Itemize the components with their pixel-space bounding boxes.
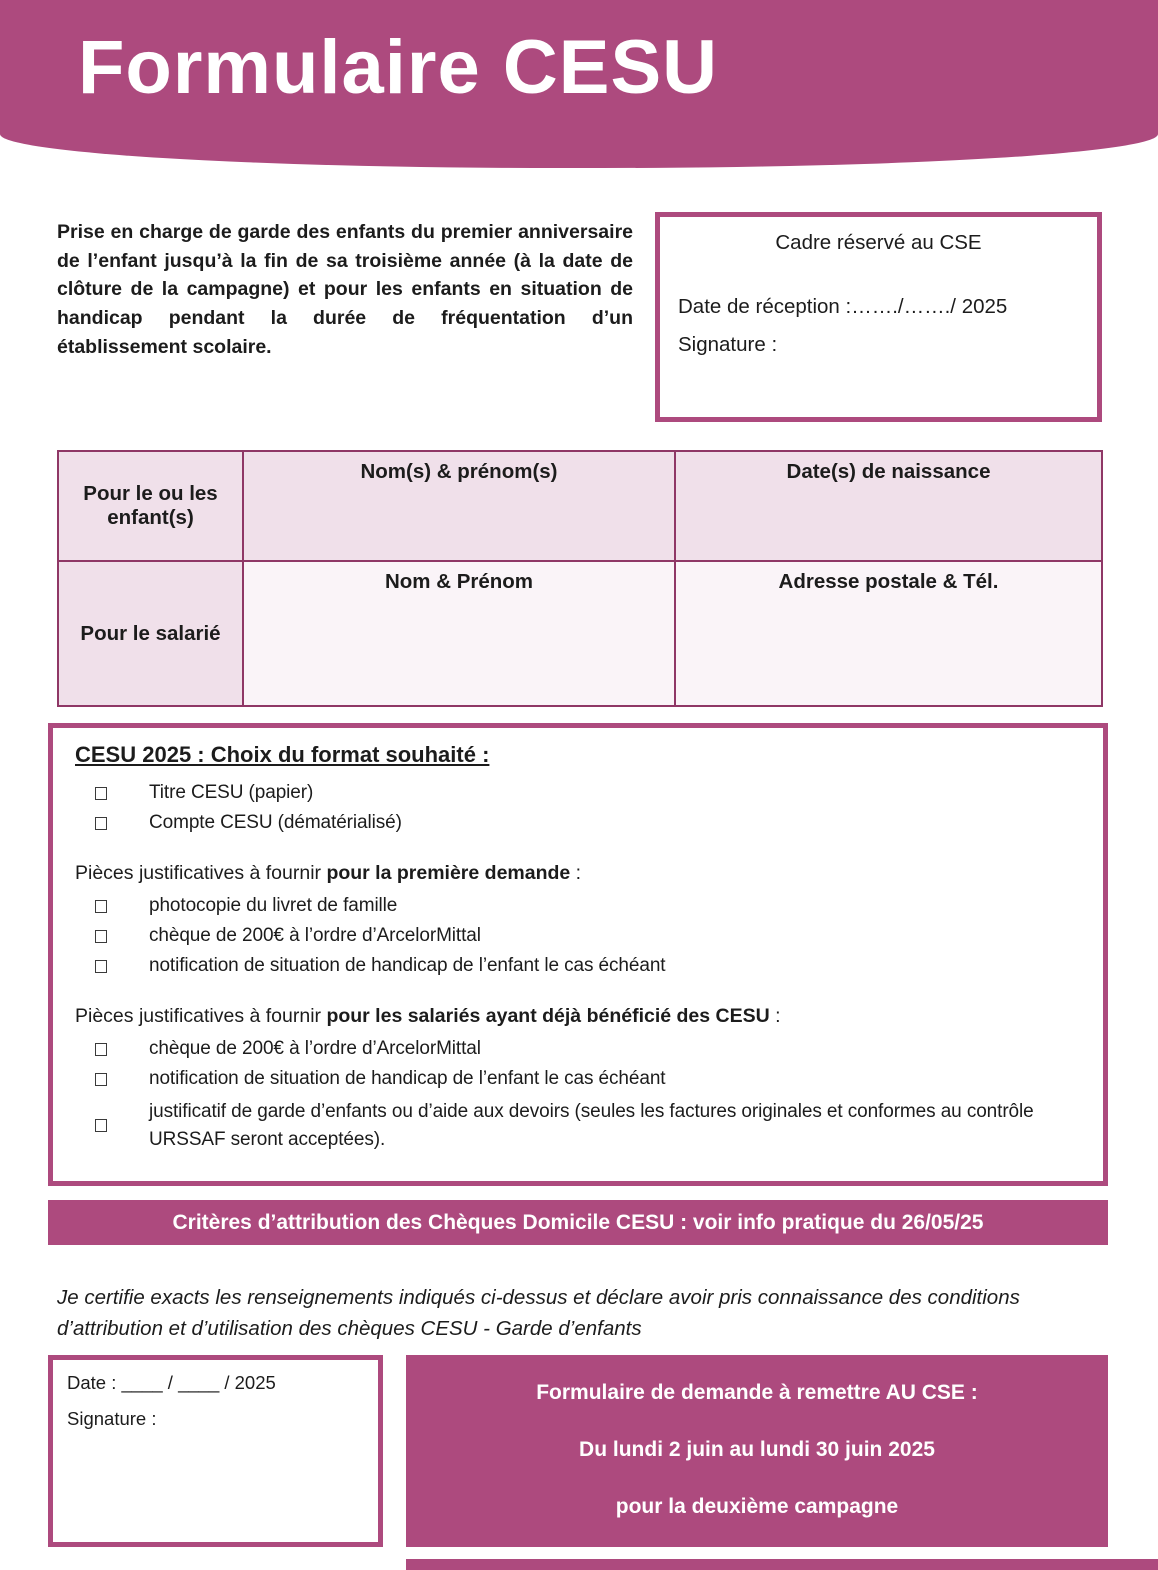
format-choice-box [48, 723, 1108, 1186]
checkbox-icon[interactable] [95, 1119, 107, 1132]
date-signature-box [48, 1355, 383, 1547]
docs-intro-text: Pièces justificatives à fournir [75, 862, 327, 884]
signature-label: Signature : [67, 1408, 157, 1429]
table-row-children [58, 451, 1102, 561]
doc-item-cheque[interactable] [75, 925, 1081, 947]
table-header-names: Nom(s) & prénom(s) [243, 451, 675, 561]
table-header-address-phone: Adresse postale & Tél. [675, 561, 1102, 706]
table-cell-children-label: Pour le ou les enfant(s) [58, 451, 243, 561]
checkbox-icon[interactable] [95, 817, 107, 830]
doc-item-cheque-repeat[interactable] [75, 1038, 1081, 1060]
docs-intro-colon: : [570, 862, 582, 884]
page-title: Formulaire CESU [78, 25, 719, 110]
docs-intro-colon: : [769, 1005, 781, 1027]
doc-item-label: notification de situation de handicap de l’enfant le cas échéant [149, 1068, 666, 1089]
beneficiary-table [57, 450, 1103, 707]
submission-line-1: Formulaire de demande à remettre AU CSE : [536, 1381, 978, 1404]
header-band [0, 0, 1158, 168]
intro-paragraph: Prise en charge de garde des enfants du premier anniversaire de l’enfant jusqu’à la fin de sa troisième année (à la date de clôture de la campagne) et pour les enfants en situation de handicap pendant la durée de fréquentation d’un établissement scolaire. [57, 221, 633, 358]
checkbox-icon[interactable] [95, 1043, 107, 1056]
table-header-employee-name: Nom & Prénom [243, 561, 675, 706]
doc-item-handicap-notice[interactable] [75, 955, 1081, 977]
docs-intro-bold: pour les salariés ayant déjà bénéficié des CESU [326, 1005, 770, 1027]
criteria-banner: Critères d’attribution des Chèques Domicile CESU : voir info pratique du 26/05/25 [48, 1200, 1108, 1245]
cse-box-title: Cadre réservé au CSE [775, 231, 982, 254]
doc-item-handicap-notice-repeat[interactable] [75, 1068, 1081, 1090]
format-option-label: Titre CESU (papier) [149, 782, 314, 803]
doc-item-label: chèque de 200€ à l’ordre d’ArcelorMittal [149, 925, 481, 946]
docs-intro-bold: pour la première demande [326, 862, 571, 884]
reception-date-line: Date de réception :……./……./ 2025 [678, 295, 1008, 318]
submission-line-3: pour la deuxième campagne [615, 1495, 899, 1518]
submission-box [406, 1355, 1108, 1547]
format-option-dematerialized[interactable] [75, 812, 1081, 834]
submission-line-2: Du lundi 2 juin au lundi 30 juin 2025 [579, 1438, 935, 1461]
date-line: Date : ____ / ____ / 2025 [67, 1372, 276, 1393]
format-option-paper[interactable] [75, 782, 1081, 804]
footer-strip [406, 1559, 1158, 1570]
checkbox-icon[interactable] [95, 900, 107, 913]
doc-item-family-book[interactable] [75, 895, 1081, 917]
doc-item-label: chèque de 200€ à l’ordre d’ArcelorMittal [149, 1038, 481, 1059]
format-choice-title: CESU 2025 : Choix du format souhaité : [75, 742, 490, 767]
checkbox-icon[interactable] [95, 787, 107, 800]
checkbox-icon[interactable] [95, 960, 107, 973]
doc-item-label: photocopie du livret de famille [149, 895, 398, 916]
docs-intro-text: Pièces justificatives à fournir [75, 1005, 327, 1027]
certification-text: Je certifie exacts les renseignements indiqués ci-dessus et déclare avoir pris connaissance des conditions d’attribution et d’utilisation des chèques CESU - Garde d’enfants [57, 1286, 1020, 1340]
cse-reserved-box [655, 212, 1102, 422]
doc-item-label: justificatif de garde d’enfants ou d’aide aux devoirs (seules les factures originales et conformes au contrôle URSSAF seront acceptées). [149, 1101, 1034, 1150]
cse-signature-label: Signature : [678, 333, 778, 356]
docs-intro-first-request [75, 862, 1081, 885]
doc-item-childcare-proof[interactable] [75, 1098, 1081, 1153]
table-header-birthdates: Date(s) de naissance [675, 451, 1102, 561]
table-cell-employee-label: Pour le salarié [58, 561, 243, 706]
table-row-employee [58, 561, 1102, 706]
doc-item-label: notification de situation de handicap de l’enfant le cas échéant [149, 955, 666, 976]
checkbox-icon[interactable] [95, 1073, 107, 1086]
format-option-label: Compte CESU (dématérialisé) [149, 812, 402, 833]
docs-intro-repeat-request [75, 1005, 1081, 1028]
checkbox-icon[interactable] [95, 930, 107, 943]
